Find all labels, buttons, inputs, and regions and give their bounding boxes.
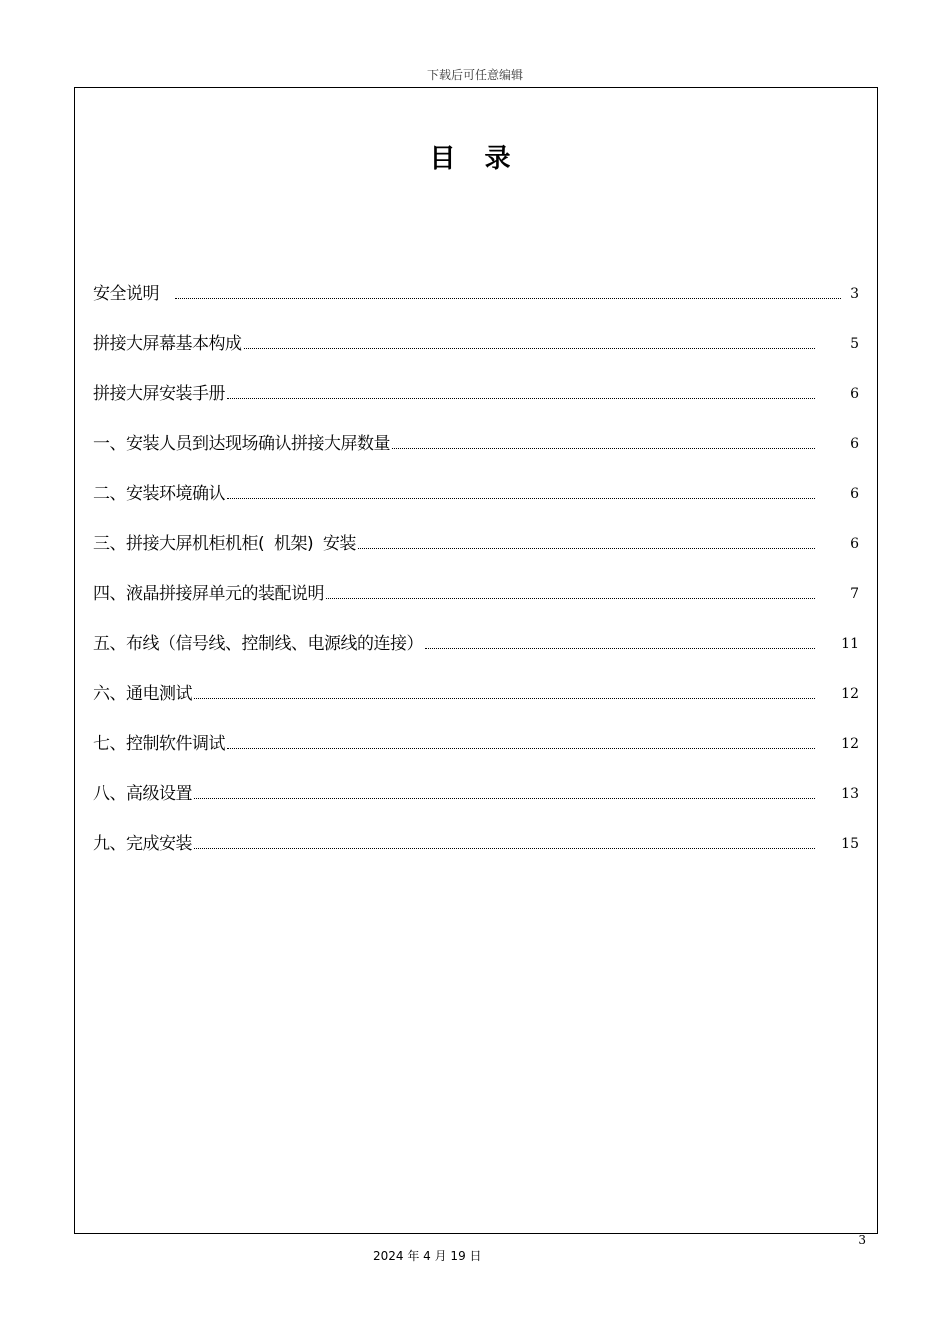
toc-item-label: 七、控制软件调试 [93, 734, 225, 754]
toc-item[interactable] [93, 330, 859, 380]
toc-item[interactable] [93, 580, 859, 630]
toc-item-label: 一、安装人员到达现场确认拼接大屏数量 [93, 434, 390, 454]
toc-item-label: 八、高级设置 [93, 784, 192, 804]
footer-date: 2024 年 4 月 19 日 [373, 1249, 482, 1263]
toc-item[interactable] [93, 630, 859, 680]
toc-dot-leader [358, 530, 815, 549]
toc-item-page: 6 [850, 386, 859, 402]
toc-dot-leader [194, 680, 815, 699]
toc-item-label: 三、拼接大屏机柜机柜( 机架) 安装 [93, 534, 356, 554]
toc-item-label: 拼接大屏安装手册 [93, 384, 225, 404]
toc-item-page: 15 [841, 836, 859, 852]
toc-item-label: 九、完成安装 [93, 834, 192, 854]
toc-item-label: 四、液晶拼接屏单元的装配说明 [93, 584, 324, 604]
toc-item-page: 6 [850, 436, 859, 452]
toc-item-label: 二、安装环境确认 [93, 484, 225, 504]
toc-item[interactable] [93, 730, 859, 780]
toc-item[interactable] [93, 830, 859, 880]
toc-item-page: 5 [850, 336, 859, 352]
toc-item-label: 安全说明 [93, 284, 159, 304]
toc-item[interactable] [93, 530, 859, 580]
toc-item-label: 五、布线（信号线、控制线、电源线的连接） [93, 634, 423, 654]
toc-item-label: 六、通电测试 [93, 684, 192, 704]
toc-item[interactable] [93, 480, 859, 530]
toc-dot-leader [425, 630, 815, 649]
toc-dot-leader [227, 730, 815, 749]
toc-list [93, 280, 859, 880]
toc-item-label: 拼接大屏幕基本构成 [93, 334, 242, 354]
toc-dot-leader [244, 330, 816, 349]
toc-dot-leader [194, 780, 815, 799]
toc-dot-leader [392, 430, 815, 449]
toc-item-page: 12 [841, 686, 859, 702]
toc-item-page: 3 [850, 286, 859, 302]
toc-dot-leader [175, 280, 841, 299]
page-number: 3 [858, 1233, 866, 1247]
toc-dot-leader [227, 480, 815, 499]
toc-item-page: 13 [841, 786, 859, 802]
toc-item-page: 6 [850, 536, 859, 552]
toc-dot-leader [227, 380, 815, 399]
header-note: 下载后可任意编辑 [426, 68, 523, 82]
toc-item-page: 7 [850, 586, 859, 602]
toc-item-page: 11 [841, 636, 859, 652]
toc-item[interactable] [93, 680, 859, 730]
toc-title: 目 录 [429, 144, 521, 174]
toc-item[interactable] [93, 430, 859, 480]
toc-item[interactable] [93, 280, 859, 330]
toc-item-page: 12 [841, 736, 859, 752]
toc-item[interactable] [93, 780, 859, 830]
toc-item[interactable] [93, 380, 859, 430]
toc-item-page: 6 [850, 486, 859, 502]
toc-dot-leader [194, 830, 815, 849]
toc-dot-leader [326, 580, 815, 599]
